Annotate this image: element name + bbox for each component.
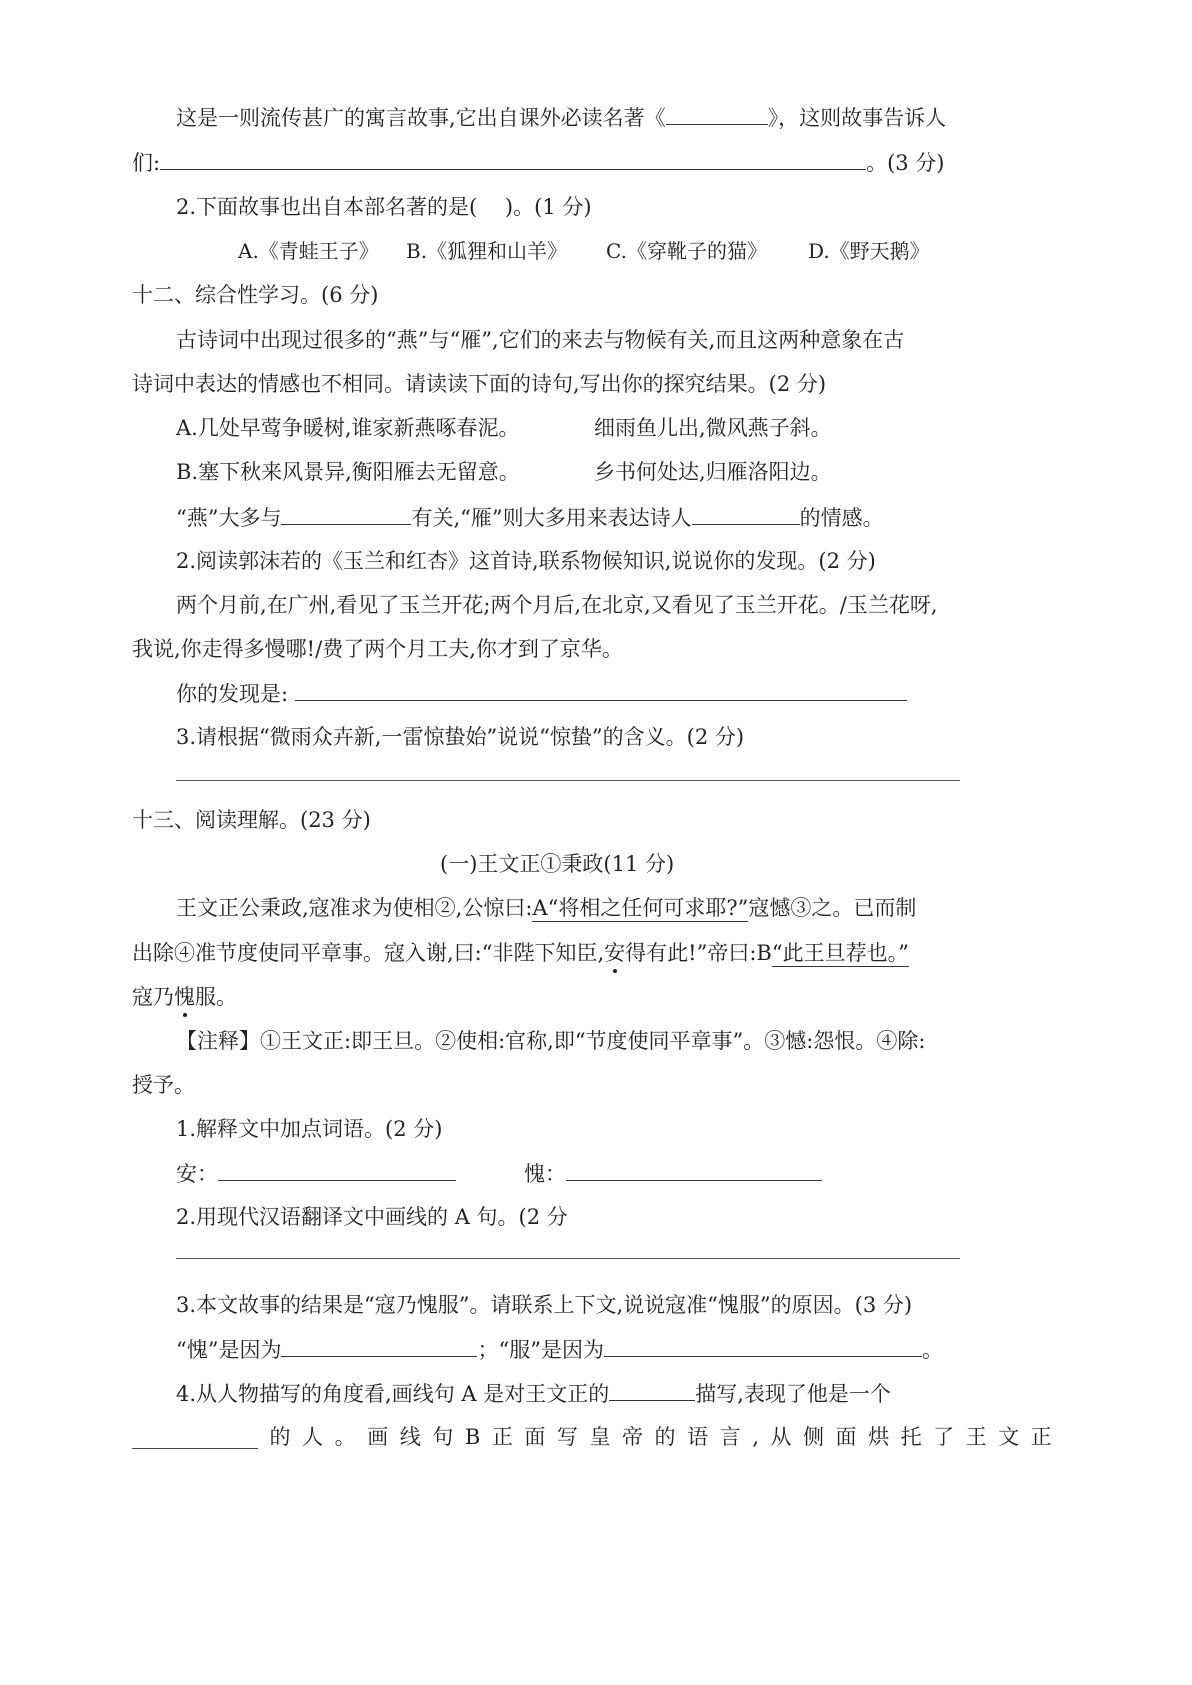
s11-line2-end: 。(3 分) bbox=[866, 151, 945, 175]
q4-line2-char: 托 bbox=[900, 1425, 922, 1449]
q4-line2-char: 言 bbox=[719, 1425, 741, 1449]
answer-line[interactable] bbox=[176, 780, 960, 781]
q4-line2-char: 文 bbox=[998, 1425, 1020, 1449]
fill-part-b: 有关,“雁”则大多用来表达诗人 bbox=[411, 506, 692, 530]
q4-text-a: 4.从人物描写的角度看,画线句 A 是对王文正的 bbox=[176, 1382, 610, 1406]
q4-line2-char: 的 bbox=[269, 1425, 291, 1449]
q4-line2-char: 线 bbox=[399, 1425, 421, 1449]
passage-line1 bbox=[176, 893, 916, 923]
translation-answer-line[interactable] bbox=[176, 1258, 960, 1259]
s12-poem-line1: 两个月前,在广州,看见了玉兰开花;两个月后,在北京,又看见了玉兰开花。/玉兰花呀, bbox=[176, 593, 938, 617]
book-name-blank[interactable] bbox=[666, 102, 768, 125]
q1-kui-line bbox=[524, 1158, 822, 1189]
finding-label: 你的发现是: bbox=[176, 682, 289, 706]
q4-line2-char: 句 bbox=[432, 1425, 454, 1449]
s12-finding-line bbox=[176, 678, 907, 709]
s13-q4-line2 bbox=[132, 1422, 1052, 1452]
s12-q3: 3.请根据“微雨众卉新,一雷惊蛰始”说说“惊蛰”的含义。(2 分) bbox=[176, 725, 745, 749]
dotted-word-kui: 愧 bbox=[174, 985, 195, 1009]
poem-a-first: A.几处早莺争暖树,谁家新燕啄春泥。 bbox=[176, 416, 520, 440]
passage-line3-text: 寇乃 bbox=[132, 985, 174, 1009]
q3-fill-line bbox=[176, 1334, 943, 1365]
s12-intro-line1: 古诗词中出现过很多的“燕”与“雁”,它们的来去与物候有关,而且这两种意象在古 bbox=[176, 328, 905, 352]
q4-line2-char: 画 bbox=[367, 1425, 389, 1449]
kui-blank[interactable] bbox=[566, 1158, 822, 1181]
q1-an-line bbox=[176, 1158, 456, 1189]
s13-q2: 2.用现代汉语翻译文中画线的 A 句。(2 分 bbox=[176, 1205, 568, 1229]
s11-line1-end: 》，这则故事告诉人 bbox=[767, 106, 947, 130]
passage-line1-end: 寇憾③之。已而制 bbox=[748, 896, 917, 920]
underlined-sentence-b: “此王旦荐也。” bbox=[771, 941, 909, 965]
finding-blank[interactable] bbox=[295, 678, 907, 701]
q4-line2-char: 的 bbox=[654, 1425, 676, 1449]
poem-a-second: 细雨鱼儿出,微风燕子斜。 bbox=[594, 416, 832, 440]
s11-line2-start: 们: bbox=[132, 151, 161, 175]
s12-fill-line bbox=[176, 502, 884, 533]
q4-line2-char: 面 bbox=[835, 1425, 857, 1449]
q4-line2-char: 烘 bbox=[868, 1425, 890, 1449]
passage-title: (一)王文正①秉政(11 分) bbox=[440, 852, 675, 876]
q4-line2-char: 面 bbox=[524, 1425, 546, 1449]
yan-swallow-blank[interactable] bbox=[281, 502, 411, 525]
passage-line1-text: 王文正公秉政,寇准求为使相②,公惊曰: bbox=[176, 896, 533, 920]
poem-b-second: 乡书何处达,归雁洛阳边。 bbox=[594, 460, 832, 484]
q3-end: 。 bbox=[921, 1338, 943, 1362]
s13-q3: 3.本文故事的结果是“寇乃愧服”。请联系上下文,说说寇准“愧服”的原因。(3 分) bbox=[176, 1293, 913, 1317]
s11-line1-text: 这是一则流传甚广的寓言故事,它出自课外必读名著《 bbox=[176, 106, 666, 130]
s11-q2-option-a: A.《青蛙王子》 bbox=[238, 239, 379, 263]
poem-b-first: B.塞下秋来风景异,衡阳雁去无留意。 bbox=[176, 460, 520, 484]
passage-line3 bbox=[132, 982, 237, 1012]
s13-q1: 1.解释文中加点词语。(2 分) bbox=[176, 1117, 443, 1141]
passage-line2-mid: 得有此!”帝曰:B bbox=[625, 941, 772, 965]
s12-intro-line2: 诗词中表达的情感也不相同。请读读下面的诗句,写出你的探究结果。(2 分) bbox=[132, 372, 827, 396]
q4-line2-justified bbox=[132, 1422, 1052, 1452]
q4-line2-char: 王 bbox=[965, 1425, 987, 1449]
q4-line2-char: 正 bbox=[491, 1425, 513, 1449]
kui-reason-blank[interactable] bbox=[281, 1334, 477, 1357]
q4-line2-char: 写 bbox=[556, 1425, 578, 1449]
s13-q4-line1 bbox=[176, 1378, 891, 1409]
q4-line2-char: B bbox=[464, 1425, 481, 1449]
q4-line2-char: 人 bbox=[302, 1425, 324, 1449]
q4-line2-char: 正 bbox=[1030, 1425, 1052, 1449]
fill-part-c: 的情感。 bbox=[799, 506, 884, 530]
description-type-blank[interactable] bbox=[609, 1378, 695, 1401]
q1-kui-label: 愧： bbox=[524, 1162, 566, 1186]
s12-heading: 十二、综合性学习。(6 分) bbox=[132, 283, 379, 307]
person-blank[interactable]: ____________ bbox=[132, 1425, 258, 1449]
q1-an-label: 安： bbox=[176, 1162, 218, 1186]
s11-q2-option-b: B.《狐狸和山羊》 bbox=[406, 239, 568, 263]
passage-line2-text: 出除④准节度使同平章事。寇入谢,曰:“非陛下知臣, bbox=[132, 941, 605, 965]
q3-kui-label: “愧”是因为 bbox=[176, 1338, 282, 1362]
q3-fu-label: ；“服”是因为 bbox=[477, 1338, 604, 1362]
s11-line2 bbox=[132, 147, 945, 178]
q4-line2-char: , bbox=[752, 1425, 759, 1449]
an-blank[interactable] bbox=[218, 1158, 456, 1181]
q4-line2-char: 了 bbox=[933, 1425, 955, 1449]
s13-heading: 十三、阅读理解。(23 分) bbox=[132, 808, 371, 832]
q4-line2-char: 皇 bbox=[589, 1425, 611, 1449]
q4-line2-char: 侧 bbox=[802, 1425, 824, 1449]
fill-part-a: “燕”大多与 bbox=[176, 506, 282, 530]
dotted-word-an: 安 bbox=[604, 941, 626, 965]
note-line1: 【注释】①王文正:即王旦。②使相:官称,即“节度使同平章事”。③憾:怨恨。④除: bbox=[176, 1029, 926, 1053]
s11-q2-option-c: C.《穿靴子的猫》 bbox=[606, 239, 767, 263]
q4-line2-char: 语 bbox=[687, 1425, 709, 1449]
fu-reason-blank[interactable] bbox=[604, 1334, 922, 1357]
moral-blank[interactable] bbox=[160, 147, 866, 170]
s11-q2-option-d: D.《野天鹅》 bbox=[808, 239, 930, 263]
underlined-sentence-a: A“将相之任何可求耶?” bbox=[532, 896, 749, 920]
s11-q2: 2.下面故事也出自本部名著的是( )。(1 分) bbox=[176, 195, 592, 219]
q4-text-b: 描写,表现了他是一个 bbox=[695, 1382, 891, 1406]
q4-line2-char: 。 bbox=[334, 1425, 356, 1449]
passage-line3-end: 服。 bbox=[195, 985, 237, 1009]
q4-line2-char: 从 bbox=[770, 1425, 792, 1449]
s11-line1 bbox=[176, 102, 946, 133]
note-line2: 授予。 bbox=[132, 1073, 195, 1097]
passage-line2 bbox=[132, 938, 909, 968]
yan-goose-blank[interactable] bbox=[692, 502, 800, 525]
q4-line2-char: 帝 bbox=[622, 1425, 643, 1449]
s12-poem-line2: 我说,你走得多慢哪!/费了两个月工夫,你才到了京华。 bbox=[132, 637, 623, 661]
s12-q2: 2.阅读郭沫若的《玉兰和红杏》这首诗,联系物候知识,说说你的发现。(2 分) bbox=[176, 549, 876, 573]
